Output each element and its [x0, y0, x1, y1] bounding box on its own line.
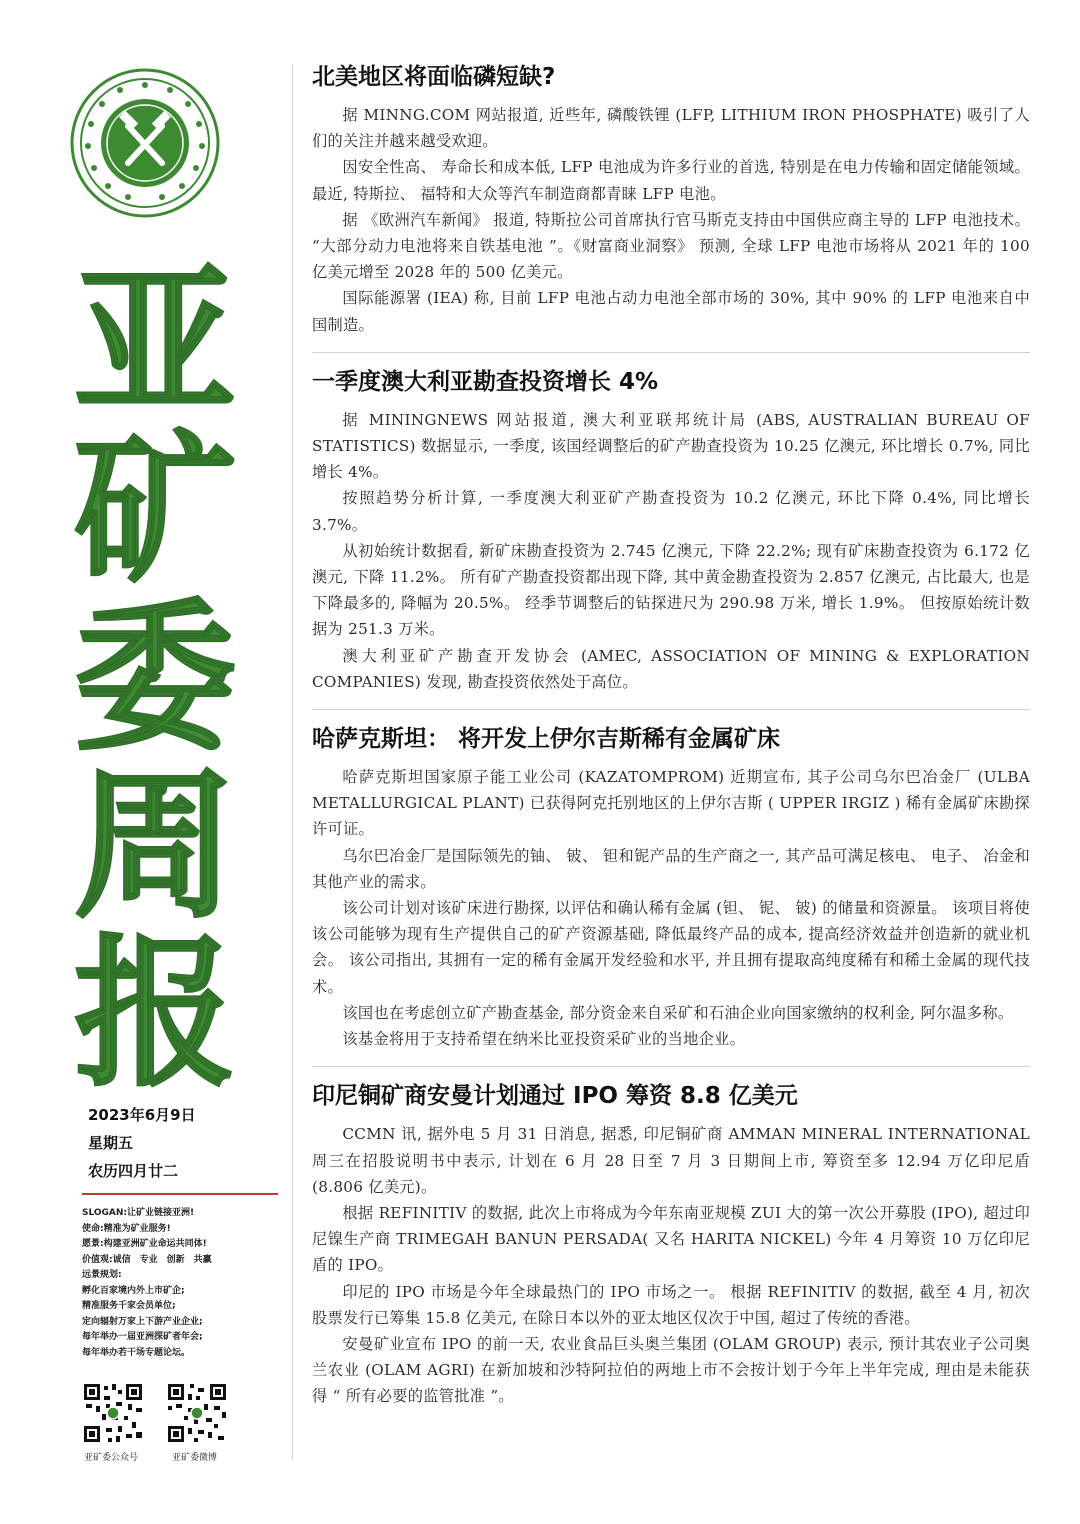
masthead-char: 矿	[74, 417, 236, 605]
masthead-char: 周	[74, 753, 236, 941]
article	[312, 365, 1030, 695]
issue-weekday: 星期五	[88, 1134, 134, 1152]
article-paragraph: 乌尔巴冶金厂是国际领先的铀、 铍、 钽和铌产品的生产商之一, 其产品可满足核电、 电子、 冶金和其他产业的需求。	[312, 846, 1030, 891]
column-divider	[292, 64, 293, 1460]
masthead-char: 报	[74, 921, 236, 1109]
article-separator	[312, 709, 1030, 710]
slogan-line: 每年举办一届亚洲探矿者年会;	[82, 1332, 203, 1342]
article-paragraph: 澳大利亚矿产勘查开发协会 (AMEC, ASSOCIATION OF MINING & EXPLORATION COMPANIES) 发现, 勘查投资依然处于高位。	[312, 646, 1030, 691]
article-paragraph: 因安全性高、 寿命长和成本低, LFP 电池成为许多行业的首选, 特别是在电力传输和固定储能领域。 最近, 特斯拉、 福特和大众等汽车制造商都青睐 LFP 电池。	[312, 158, 1030, 203]
article-paragraph: 印尼的 IPO 市场是今年全球最热门的 IPO 市场之一。 根据 REFINITIV 的数据, 截至 4 月, 初次股票发行已筹集 15.8 亿美元, 在除日本以外的亚太地区仅次于中国, 超过了传统的香港。	[312, 1282, 1030, 1327]
article-paragraph: CCMN 讯, 据外电 5 月 31 日消息, 据悉, 印尼铜矿商 AMMAN MINERAL INTERNATIONAL 周三在招股说明书中表示, 计划在 6 月 28 日至 7 月 3 日期间上市, 筹资至多 12.94 万亿印尼盾 (8.806 亿美元)。	[312, 1125, 1030, 1196]
article-paragraph: 安曼矿业宣布 IPO 的前一天, 农业食品巨头奥兰集团 (OLAM GROUP) 表示, 预计其农业子公司奥兰农业 (OLAM AGRI) 在新加坡和沙特阿拉伯的两地上市不会按计划于今年上半年完成, 理由是未能获得 “ 所有必要的监管批准 ”。	[312, 1334, 1030, 1406]
weibo-qr-code[interactable]	[166, 1382, 228, 1444]
slogan-line: 每年举办若干场专题论坛。	[82, 1347, 191, 1358]
issue-date: 2023年6月9日	[88, 1106, 196, 1124]
slogan-line: 愿景:构建亚洲矿业命运共同体!	[82, 1239, 207, 1249]
article-paragraph: 该基金将用于支持希望在纳米比亚投资采矿业的当地企业。	[342, 1030, 746, 1049]
article-paragraph: 国际能源署 (IEA) 称, 目前 LFP 电池占动力电池全部市场的 30%, 其中 90% 的 LFP 电池来自中国制造。	[312, 289, 1030, 334]
article-title: 哈萨克斯坦： 将开发上伊尔吉斯稀有金属矿床	[312, 726, 781, 753]
slogan-line: 远景规划:	[82, 1270, 122, 1280]
article-paragraph: 据 MINNG.COM 网站报道, 近些年, 磷酸铁锂 (LFP, LITHIUM IRON PHOSPHATE) 吸引了人们的关注并越来越受欢迎。	[312, 106, 1030, 151]
slogan-line: 使命:精准为矿业服务!	[82, 1223, 171, 1234]
article-paragraph: 该国也在考虑创立矿产勘查基金, 部分资金来自采矿和石油企业向国家缴纳的权利金, 阿尔温多称。	[342, 1003, 1014, 1022]
article	[312, 60, 1030, 338]
slogan-line: 孵化百家境内外上市矿企;	[82, 1285, 185, 1296]
issue-date-block	[88, 1101, 196, 1185]
news-column	[312, 60, 1030, 1410]
article	[312, 1079, 1030, 1409]
masthead-char: 委	[74, 585, 236, 773]
article-paragraph: 根据 REFINITIV 的数据, 此次上市将成为今年东南亚规模 ZUI 大的第一次公开募股 (IPO), 超过印尼镍生产商 TRIMEGAH BANUN PERSADA( 又名 HARITA NICKEL) 今年 4 月筹资 10 万亿印尼盾的 IPO。	[312, 1203, 1030, 1275]
masthead-char: 亚	[74, 249, 236, 437]
slogan-line: 定向辐射万家上下游产业企业;	[82, 1316, 203, 1327]
article-paragraph: 哈萨克斯坦国家原子能工业公司 (KAZATOMPROM) 近期宣布, 其子公司乌尔巴冶金厂 (ULBA METALLURGICAL PLANT) 已获得阿克托别地区的上伊尔吉斯 ( UPPER IRGIZ ) 稀有金属矿床勘探许可证。	[312, 768, 1030, 839]
slogan-block	[82, 1206, 212, 1361]
article-title: 北美地区将面临磷短缺?	[312, 64, 556, 90]
association-logo	[70, 68, 220, 218]
masthead-title	[55, 249, 255, 1109]
article-paragraph: 从初始统计数据看, 新矿床勘查投资为 2.745 亿澳元, 下降 22.2%; 现有矿床勘查投资为 6.172 亿澳元, 下降 11.2%。 所有矿产勘查投资都出现下降, 其中黄金勘查投资为 2.857 亿澳元, 占比最大, 也是下降最多的, 降幅为 20.5%。 经季节调整后的钻探进尺为 290.98 万米, 增长 1.9%。 但按原始统计数据为 251.3 万米。	[312, 541, 1030, 639]
issue-lunar-date: 农历四月廿二	[88, 1162, 179, 1180]
qr-caption: 亚矿委微博	[172, 1453, 218, 1463]
article-paragraph: 该公司计划对该矿床进行勘探, 以评估和确认稀有金属 (钽、 铌、 铍) 的储量和资源量。 该项目将使该公司能够为现有生产提供自己的矿产资源基础, 降低最终产品的成本, 提高经济效益并创造新的就业机会。 该公司指出, 其拥有一定的稀有金属开发经验和水平, 并且拥有提取高纯度稀有和稀土金属的现代技术。	[312, 899, 1030, 996]
sidebar	[0, 0, 290, 1524]
slogan-line: 精准服务千家会员单位;	[82, 1301, 176, 1311]
article-title: 一季度澳大利亚勘查投资增长 4%	[312, 368, 659, 395]
slogan-line: 价值观:诚信 专业 创新 共赢	[82, 1254, 212, 1265]
article-separator	[312, 352, 1030, 353]
red-divider	[82, 1193, 278, 1195]
article-separator	[312, 1066, 1030, 1067]
article-title: 印尼铜矿商安曼计划通过 IPO 筹资 8.8 亿美元	[312, 1083, 798, 1110]
wechat-qr-code[interactable]	[82, 1382, 144, 1444]
article	[312, 722, 1030, 1052]
article-paragraph: 据 《欧洲汽车新闻》 报道, 特斯拉公司首席执行官马斯克支持由中国供应商主导的 LFP 电池技术。 “大部分动力电池将来自铁基电池 ”。《财富商业洞察》 预测, 全球 LFP 电池市场将从 2021 年的 100 亿美元增至 2028 年的 500 亿美元。	[312, 210, 1030, 282]
article-paragraph: 按照趋势分析计算, 一季度澳大利亚矿产勘查投资为 10.2 亿澳元, 环比下降 0.4%, 同比增长 3.7%。	[312, 489, 1030, 534]
slogan-line: SLOGAN:让矿业链接亚洲!	[82, 1208, 195, 1218]
article-paragraph: 据 MININGNEWS 网站报道, 澳大利亚联邦统计局 (ABS, AUSTRALIAN BUREAU OF STATISTICS) 数据显示, 一季度, 该国经调整后的矿产勘查投资为 10.25 亿澳元, 环比增长 0.7%, 同比增长 4%。	[312, 410, 1030, 482]
qr-caption: 亚矿委公众号	[84, 1453, 139, 1463]
